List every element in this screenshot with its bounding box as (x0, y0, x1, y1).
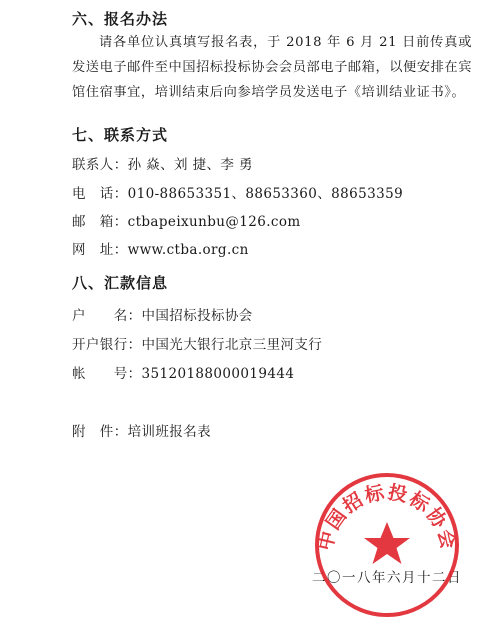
attachment-value: 培训班报名表 (127, 424, 212, 440)
section-heading-payment: 八、汇款信息 (72, 274, 169, 292)
website-row (72, 238, 249, 258)
email-value: ctbapeixunbu@126.com (127, 214, 301, 230)
seal-star-icon (364, 522, 410, 564)
signup-paragraph: 请各单位认真填写报名表，于 2018 年 6 月 21 日前传真或发送电子邮件至中国招标投标协会会员部电子邮箱，以便安排在宾馆住宿事宜，培训结束后向参培学员发送电子《培训结业证书》。 (72, 35, 472, 100)
account-no-label: 帐 号： (72, 366, 142, 382)
official-seal (312, 470, 462, 620)
account-name-value: 中国招标投标协会 (141, 308, 253, 324)
contacts-row (72, 153, 253, 173)
seal-ring (317, 475, 457, 615)
phone-row (72, 182, 403, 202)
email-label: 邮 箱： (72, 214, 128, 230)
phone-label: 电 话： (72, 186, 128, 202)
section-heading-contact: 七、联系方式 (72, 126, 169, 144)
website-value: www.ctba.org.cn (127, 242, 249, 258)
seal-text: 中国招标投标协会 (314, 481, 460, 553)
section-heading-signup: 六、报名办法 (72, 10, 169, 28)
attachment-row (72, 420, 211, 440)
account-name-label: 户 名： (72, 308, 142, 324)
email-row (72, 210, 301, 230)
attachment-label: 附 件： (72, 424, 128, 440)
bank-label: 开户银行： (72, 337, 142, 353)
bank-row (72, 333, 322, 353)
contacts-label: 联系人： (72, 157, 128, 173)
phone-value: 010-88653351、88653360、88653359 (127, 186, 404, 202)
account-no-value: 35120188000019444 (141, 366, 295, 382)
bank-value: 中国光大银行北京三里河支行 (141, 337, 323, 353)
document-date: 二〇一八年六月十二日 (312, 570, 462, 586)
account-name-row (72, 304, 253, 324)
account-no-row (72, 362, 294, 382)
contacts-value: 孙 焱、刘 捷、李 勇 (127, 157, 253, 173)
website-label: 网 址： (72, 242, 128, 258)
